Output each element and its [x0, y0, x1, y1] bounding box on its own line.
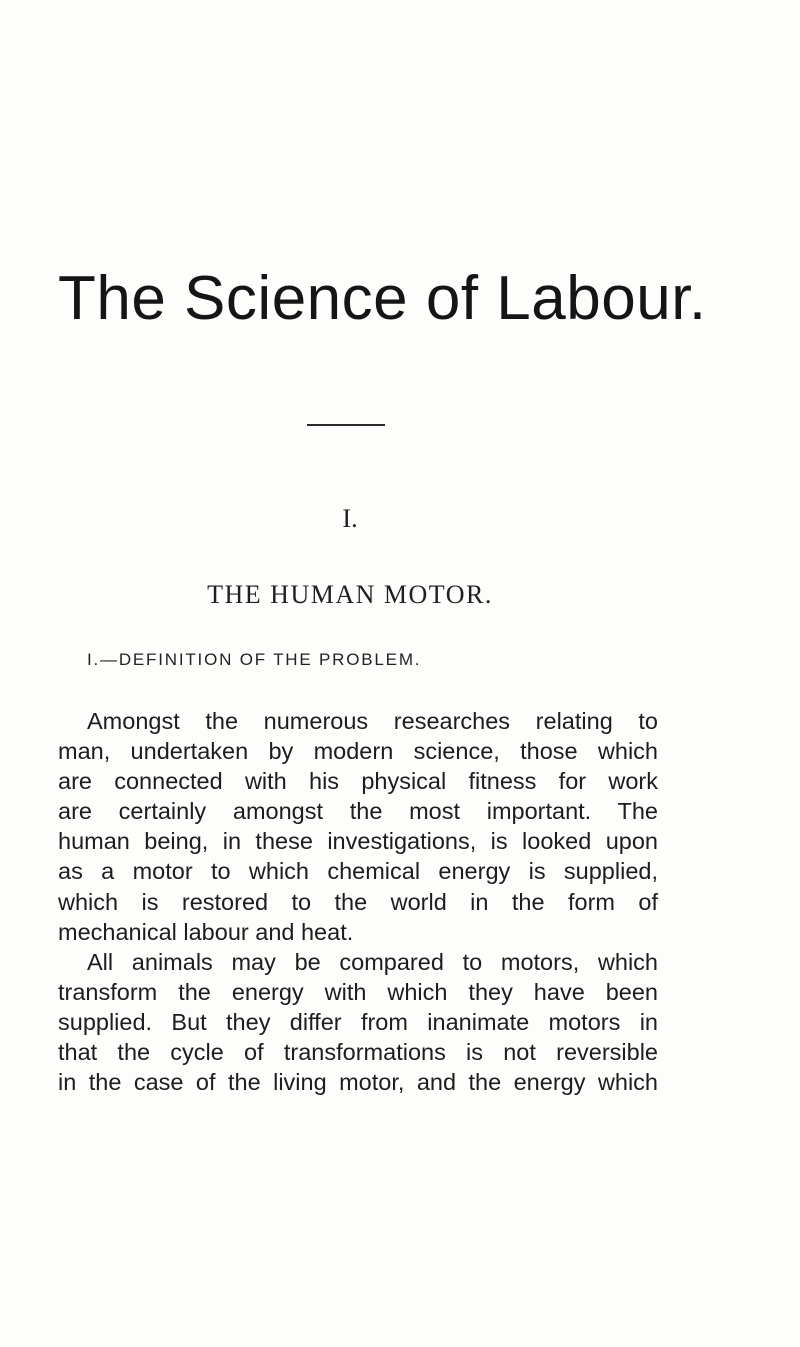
chapter-title: THE HUMAN MOTOR. [207, 580, 493, 609]
text-line: transform the energy with which they have been [58, 978, 658, 1005]
text-line: in the case of the living motor, and the energy which [58, 1069, 658, 1096]
text-line: Amongst the numerous researches relating to [87, 708, 658, 734]
section-heading: I.—DEFINITION OF THE PROBLEM. [87, 650, 422, 669]
paragraph-2 [58, 947, 658, 1097]
text-line: are certainly amongst the most important. The [58, 798, 658, 825]
text-line: as a motor to which chemical energy is supplied, [58, 858, 658, 885]
text-line: All animals may be compared to motors, which [87, 948, 658, 975]
paragraph-1 [58, 706, 658, 947]
title-divider [307, 424, 385, 426]
text-line: are connected with his physical fitness for work [58, 768, 658, 795]
text-line: man, undertaken by modern science, those which [58, 738, 658, 765]
text-line: that the cycle of transformations is not reversible [58, 1039, 658, 1066]
book-title: The Science of Labour. [58, 264, 707, 333]
text-line: supplied. But they differ from inanimate motors in [58, 1008, 658, 1035]
text-line: mechanical labour and heat. [58, 918, 354, 945]
text-line: which is restored to the world in the form of [58, 888, 658, 915]
chapter-number: I. [342, 504, 358, 533]
body-text [58, 706, 658, 1097]
text-line: human being, in these investigations, is looked upon [58, 828, 658, 855]
